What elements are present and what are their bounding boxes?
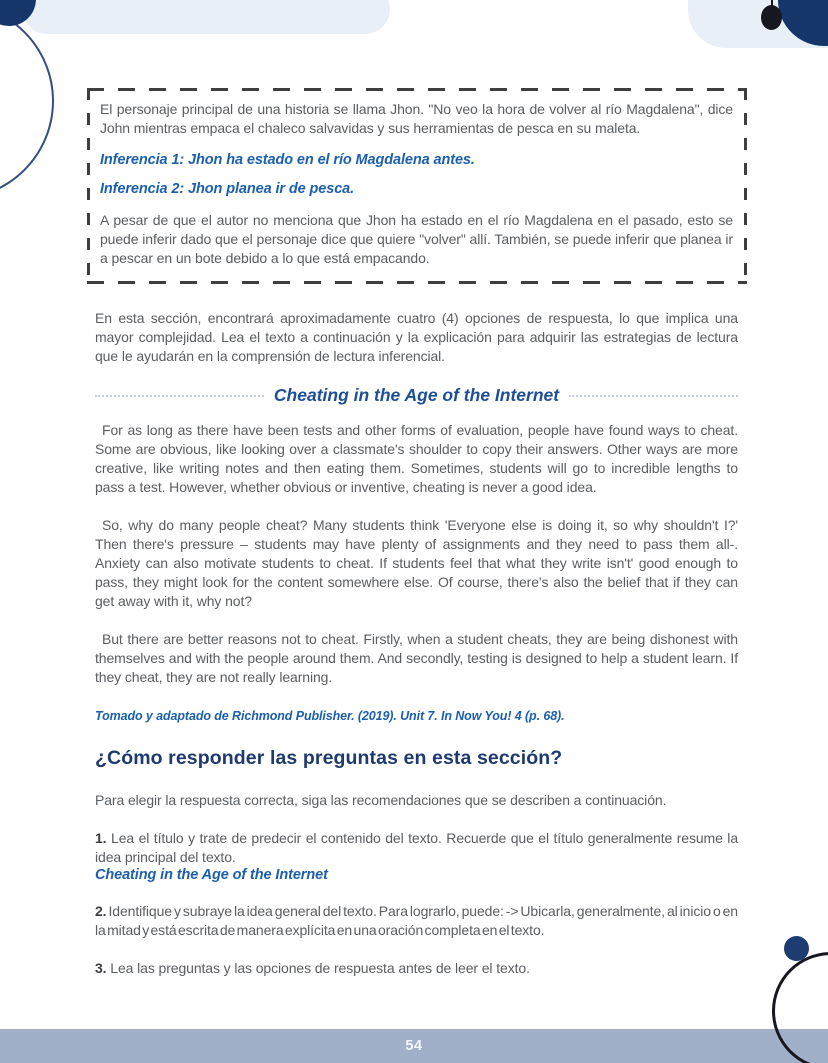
step-item-1 — [95, 829, 738, 883]
inference-example-box — [87, 88, 747, 284]
inference-1: Inferencia 1: Jhon ha estado en el río Magdalena antes. — [100, 152, 475, 168]
reading-paragraph-1: For as long as there have been tests and other forms of evaluation, people have found ways to cheat. Some are obvious, like looking over a classmate's shoulder to copy their answers. Other ways are more creative, like writing notes and then eating them. Sometimes, students will go to incredible lengths to pass a test. However, whether obvious or inventive, cheating is never a good idea. — [95, 422, 738, 495]
step-item-3 — [95, 959, 738, 978]
dotted-leader-left — [95, 395, 264, 397]
how-to-intro: Para elegir la respuesta correcta, siga las recomendaciones que se describen a continuación. — [95, 792, 667, 808]
page-number: 54 — [405, 1038, 423, 1054]
step-1-highlight: Cheating in the Age of the Internet — [95, 867, 328, 883]
reading-title-row — [95, 385, 738, 406]
step-3-text — [95, 959, 738, 978]
content-column — [95, 88, 738, 978]
section-intro-paragraph: En esta sección, encontrará aproximadamente cuatro (4) opciones de respuesta, lo que implica una mayor complejidad. Lea el texto a continuación y la explicación para adquirir las estrategias de lectura que le ayudarán en la comprensión de lectura inferencial. — [95, 310, 738, 364]
reading-paragraph-3: But there are better reasons not to cheat. Firstly, when a student cheats, they are being dishonest with themselves and with the people around them. And secondly, testing is designed to help a student learn. If they cheat, they are not really learning. — [95, 631, 738, 685]
inference-2: Inferencia 2: Jhon planea ir de pesca. — [100, 181, 355, 197]
step-1-number: 1. — [95, 830, 107, 846]
bottom-right-dot-decoration — [784, 936, 809, 961]
step-3-body-text: Lea las preguntas y las opciones de respuesta antes de leer el texto. — [110, 960, 530, 976]
reading-title: Cheating in the Age of the Internet — [273, 385, 560, 405]
step-2-number: 2. — [95, 903, 107, 919]
source-citation: Tomado y adaptado de Richmond Publisher. (2019). Unit 7. In Now You! 4 (p. 68). — [95, 709, 565, 723]
pin-dot-decoration — [761, 5, 782, 30]
example-explanation: A pesar de que el autor no menciona que Jhon ha estado en el río Magdalena en el pasado, esto se puede inferir dado que el personaje dice que quiere "volver" allí. También, se puede inferir que planea ir a pescar en un bote debido a lo que está empacando. — [100, 212, 733, 266]
how-to-heading: ¿Cómo responder las preguntas en esta sección? — [95, 747, 563, 769]
step-3-number: 3. — [95, 960, 107, 976]
example-paragraph: El personaje principal de una historia se llama Jhon. "No veo la hora de volver al río Magdalena", dice John mientras empaca el chaleco salvavidas y sus herramientas de pesca en su maleta. — [100, 101, 733, 136]
step-item-2 — [95, 902, 738, 940]
step-1-text — [95, 829, 738, 867]
reading-paragraph-2: So, why do many people cheat? Many students think 'Everyone else is doing it, so why shouldn't I?' Then there's pressure – students may have plenty of assignments and they need to pass them all-. Anxiety can also motivate students to cheat. If students feel that what they write isn't' good enough to pass, they might look for the content somewhere else. Of course, there's also the belief that if they can get away with it, why not? — [95, 517, 738, 609]
footer-bar — [0, 1029, 828, 1063]
step-2-text — [95, 902, 738, 940]
dotted-leader-right — [569, 395, 738, 397]
step-2-body-text: Identifique y subraye la idea general del texto. Para lograrlo, puede: -> Ubicarla, generalmente, al inicio o en la mitad y está escrita de manera explícita en una oración completa en el texto. — [95, 903, 738, 938]
top-left-pill-shape — [22, 0, 390, 34]
step-1-body-text: Lea el título y trate de predecir el contenido del texto. Recuerde que el título generalmente resume la idea principal del texto. — [95, 830, 739, 865]
